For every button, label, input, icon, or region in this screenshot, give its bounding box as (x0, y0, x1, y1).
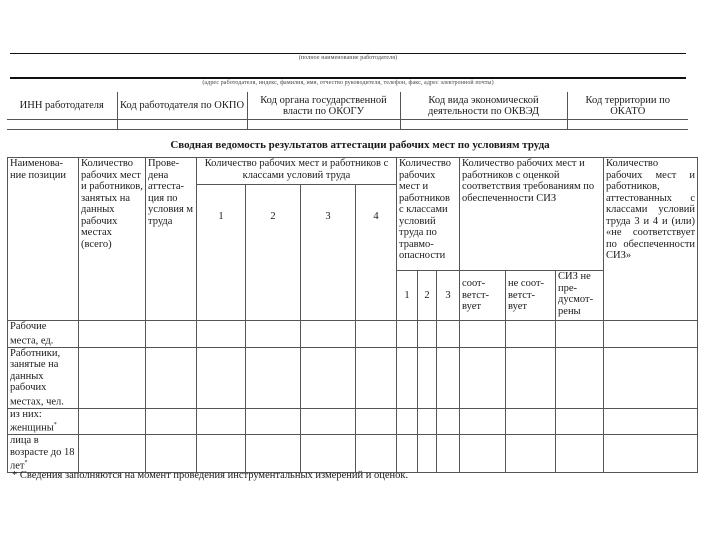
cell[interactable] (146, 408, 197, 435)
cell[interactable] (301, 408, 356, 435)
ppe-group-header: Количество рабочих мест и работников с оценкой соответствия требованиям по обеспеченности СИЗ (460, 158, 604, 271)
injury-class-1-header: 1 (397, 271, 418, 321)
cell[interactable] (460, 435, 506, 473)
cell[interactable] (79, 408, 146, 435)
ppe-compliant-header: соот-ветст-вует (460, 271, 506, 321)
row-label: из них: женщины* (8, 408, 79, 435)
cell[interactable] (397, 435, 418, 473)
employer-address-caption: (адрес работодателя, индекс, фамилия, имя, отчество руководителя, телефон, факс, адрес электронной почты) (202, 80, 494, 86)
cell[interactable] (460, 408, 506, 435)
okpo-header: Код работодателя по ОКПО (117, 92, 247, 120)
cell[interactable] (604, 408, 698, 435)
table-row (8, 408, 698, 435)
cell[interactable] (246, 321, 301, 348)
class-1-header: 1 (197, 185, 246, 321)
cell[interactable] (79, 321, 146, 348)
summary-table (7, 157, 698, 473)
table-row (8, 321, 698, 348)
okogu-header: Код органа государственной власти по ОКОГУ (247, 92, 400, 120)
cell[interactable] (418, 321, 437, 348)
footnote: * Сведения заполняются на момент проведения инструментальных измерений и оценок. (12, 470, 409, 481)
ppe-noncompliant-header: не соот-ветст-вует (506, 271, 556, 321)
row-label: лица в возрасте до 18 лет* (8, 435, 79, 473)
table-row (8, 435, 698, 473)
cell[interactable] (604, 347, 698, 408)
employer-name-caption: (полное наименование работодателя) (298, 55, 398, 61)
cell[interactable] (418, 435, 437, 473)
cell[interactable] (146, 347, 197, 408)
cell[interactable] (397, 347, 418, 408)
cell[interactable] (397, 321, 418, 348)
cell[interactable] (556, 435, 604, 473)
cell[interactable] (556, 347, 604, 408)
employer-address-line (10, 77, 686, 79)
row-label: Работники, занятые на данных рабочих местах, чел. (8, 347, 79, 408)
class-2-header: 2 (246, 185, 301, 321)
document-title: Сводная ведомость результатов аттестации рабочих мест по условиям труда (170, 139, 550, 151)
class-3-header: 3 (301, 185, 356, 321)
cell[interactable] (197, 321, 246, 348)
cell[interactable] (301, 321, 356, 348)
cell[interactable] (356, 347, 397, 408)
employer-codes-table (7, 92, 688, 130)
cell[interactable] (506, 435, 556, 473)
cell[interactable] (246, 347, 301, 408)
ppe-not-provided-header: СИЗ не пре-дусмот-рены (556, 271, 604, 321)
attestation-done-header: Прове-дена аттеста-ция по условия м труда (146, 158, 197, 321)
cell[interactable] (301, 435, 356, 473)
cell[interactable] (356, 408, 397, 435)
cell[interactable] (506, 321, 556, 348)
cell[interactable] (460, 347, 506, 408)
cell[interactable] (418, 347, 437, 408)
cell[interactable] (79, 435, 146, 473)
cell[interactable] (437, 321, 460, 348)
injury-group-header: Количество рабочих мест и работников с классами условий труда по травмо-опасности (397, 158, 460, 271)
cell[interactable] (356, 435, 397, 473)
cell[interactable] (506, 347, 556, 408)
cell[interactable] (197, 435, 246, 473)
okato-field[interactable] (567, 120, 688, 130)
cell[interactable] (197, 408, 246, 435)
by-class-group-header: Количество рабочих мест и работников с классами условий труда (197, 158, 397, 185)
cell[interactable] (604, 321, 698, 348)
employer-name-line (10, 53, 686, 54)
okved-field[interactable] (400, 120, 567, 130)
okogu-field[interactable] (247, 120, 400, 130)
position-name-header: Наименова-ние позиции (8, 158, 79, 321)
cell[interactable] (146, 321, 197, 348)
injury-class-3-header: 3 (437, 271, 460, 321)
okpo-field[interactable] (117, 120, 247, 130)
cell[interactable] (556, 408, 604, 435)
class34-header: Количество рабочих мест и работников, аттестованных с классами условий труда 3 и 4 и (или) «не соответствует по обеспеченности СИЗ» (604, 158, 698, 321)
cell[interactable] (246, 408, 301, 435)
cell[interactable] (197, 347, 246, 408)
cell[interactable] (506, 408, 556, 435)
class-4-header: 4 (356, 185, 397, 321)
cell[interactable] (301, 347, 356, 408)
cell[interactable] (418, 408, 437, 435)
inn-field[interactable] (7, 120, 117, 130)
injury-class-2-header: 2 (418, 271, 437, 321)
cell[interactable] (437, 347, 460, 408)
okved-header: Код вида экономической деятельности по ОКВЭД (400, 92, 567, 120)
cell[interactable] (460, 321, 506, 348)
cell[interactable] (556, 321, 604, 348)
inn-header: ИНН работодателя (7, 92, 117, 120)
cell[interactable] (246, 435, 301, 473)
cell[interactable] (356, 321, 397, 348)
cell[interactable] (146, 435, 197, 473)
cell[interactable] (437, 408, 460, 435)
total-count-header: Количество рабочих мест и работников, занятых на данных рабочих местах (всего) (79, 158, 146, 321)
cell[interactable] (79, 347, 146, 408)
okato-header: Код территории по ОКАТО (567, 92, 688, 120)
row-label: Рабочие места, ед. (8, 321, 79, 348)
table-row (8, 347, 698, 408)
cell[interactable] (437, 435, 460, 473)
cell[interactable] (397, 408, 418, 435)
cell[interactable] (604, 435, 698, 473)
